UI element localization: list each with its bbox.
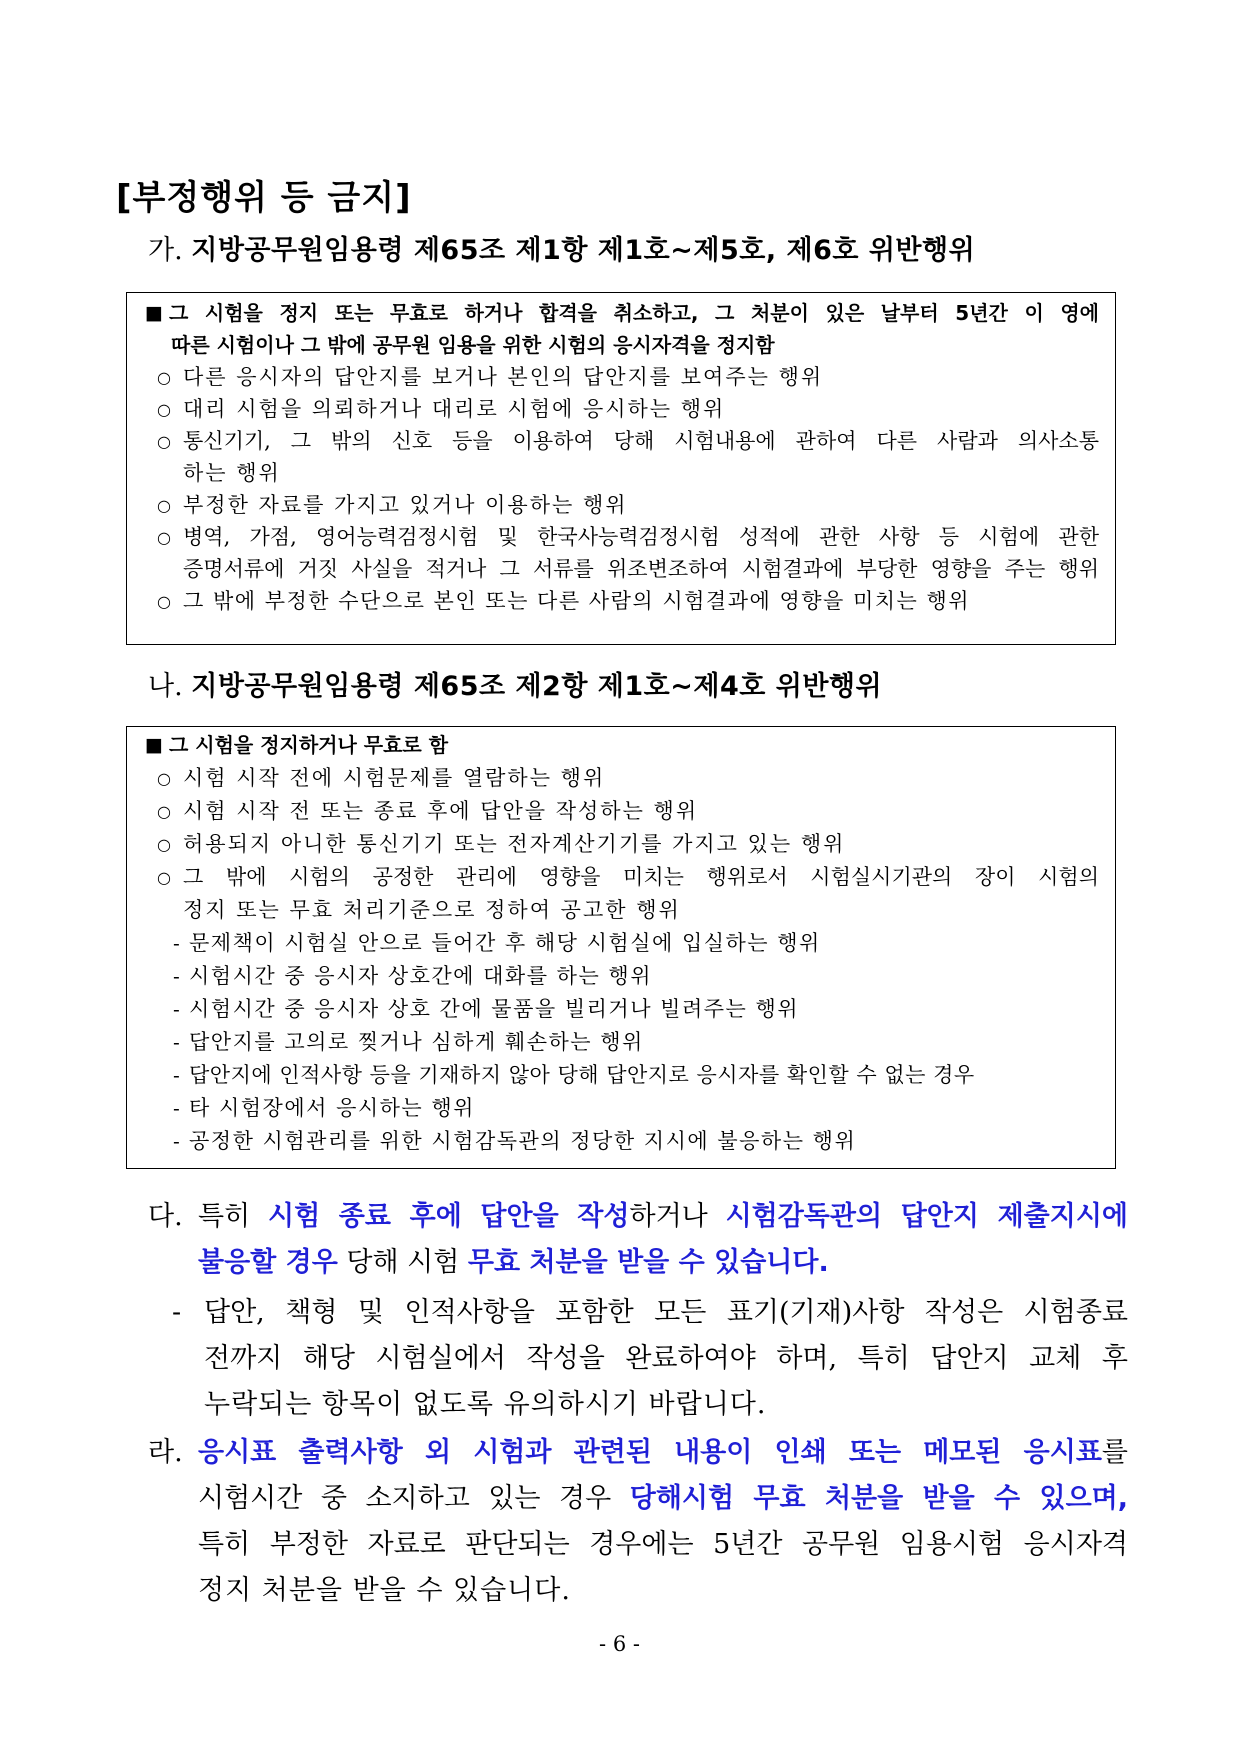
- circle-bullet-icon: ○: [157, 528, 171, 547]
- section-c-note-line: 누락되는 항목이 없도록 유의하시기 바랍니다.: [204, 1389, 767, 1420]
- list-item-text: 시험 시작 전에 시험문제를 열람하는 행위: [183, 766, 606, 790]
- section-b-heading: [148, 664, 882, 703]
- section-d-line: 특히 부정한 자료로 판단되는 경우에는 5년간 공무원 임용시험 응시자격: [198, 1529, 1128, 1560]
- section-b-label: 나.: [148, 671, 183, 702]
- box-heading-text: 그 시험을 정지 또는 무효로 하거나 합격을 취소하고, 그 처분이 있은 날부터 5년간 이 영에: [169, 301, 1099, 325]
- list-item: [127, 521, 1115, 554]
- black-square-icon: ■: [145, 302, 163, 324]
- sub-list-item-text: 답안지에 인적사항 등을 기재하지 않아 당해 답안지로 응시자를 확인할 수 없는 경우: [189, 1063, 975, 1087]
- sub-list-item: [127, 960, 1115, 993]
- circle-bullet-icon: ○: [157, 432, 171, 451]
- section-a-label: 가.: [148, 235, 183, 266]
- list-item-continuation: [127, 894, 1115, 927]
- list-item: [127, 425, 1115, 458]
- box-heading-line: [127, 729, 1115, 762]
- sub-list-item: [127, 1125, 1115, 1158]
- list-item-text: 대리 시험을 의뢰하거나 대리로 시험에 응시하는 행위: [183, 397, 726, 421]
- section-b-heading-text: 지방공무원임용령 제65조 제2항 제1호~제4호 위반행위: [191, 671, 883, 702]
- sub-list-item: [127, 927, 1115, 960]
- sub-list-item-text: 타 시험장에서 응시하는 행위: [189, 1096, 475, 1120]
- list-item-text: 시험 시작 전 또는 종료 후에 답안을 작성하는 행위: [183, 799, 699, 823]
- list-item-text: 그 밖에 시험의 공정한 관리에 영향을 미치는 행위로서 시험실시기관의 장이 시험의: [183, 865, 1099, 889]
- dash-bullet: -: [173, 1096, 180, 1120]
- section-c-note-line: 전까지 해당 시험실에서 작성을 완료하여야 하며, 특히 답안지 교체 후: [204, 1343, 1128, 1374]
- black-square-icon: ■: [145, 734, 163, 756]
- section-c-text: 하거나: [629, 1201, 726, 1232]
- dash-bullet: -: [173, 964, 180, 988]
- sub-list-item-text: 답안지를 고의로 찢거나 심하게 훼손하는 행위: [189, 1030, 644, 1054]
- sub-list-item: [127, 1092, 1115, 1125]
- list-item-text: 증명서류에 거짓 사실을 적거나 그 서류를 위조변조하여 시험결과에 부당한 영향을 주는 행위: [183, 557, 1099, 581]
- section-a-box: [126, 292, 1116, 645]
- list-item: [127, 795, 1115, 828]
- dash-bullet: -: [173, 1030, 180, 1054]
- list-item: [127, 828, 1115, 861]
- page-number: - 6 -: [599, 1632, 640, 1656]
- sub-list-item: [127, 1026, 1115, 1059]
- box-heading-text: 따른 시험이나 그 밖에 공무원 임용을 위한 시험의 응시자격을 정지함: [171, 333, 775, 357]
- list-item-text: 병역, 가점, 영어능력검정시험 및 한국사능력검정시험 성적에 관한 사항 등 시험에 관한: [183, 525, 1099, 549]
- section-c-label: 다.: [148, 1201, 183, 1232]
- section-c-text: 특히: [198, 1201, 268, 1232]
- list-item: [127, 861, 1115, 894]
- list-item-text: 하는 행위: [183, 461, 281, 485]
- sub-list-item: [127, 993, 1115, 1026]
- sub-list-item-text: 공정한 시험관리를 위한 시험감독관의 정당한 지시에 불응하는 행위: [189, 1129, 857, 1153]
- circle-bullet-icon: ○: [157, 400, 171, 419]
- list-item-text: 허용되지 아니한 통신기기 또는 전자계산기기를 가지고 있는 행위: [183, 832, 846, 856]
- section-c-note-line: 답안, 책형 및 인적사항을 포함한 모든 표기(기재)사항 작성은 시험종료: [204, 1297, 1128, 1328]
- list-item-text: 부정한 자료를 가지고 있거나 이용하는 행위: [183, 493, 628, 517]
- list-item: [127, 393, 1115, 426]
- section-a-heading: [148, 228, 975, 267]
- list-item: [127, 361, 1115, 394]
- list-item-continuation: [127, 457, 1115, 490]
- section-b-box: [126, 726, 1116, 1169]
- list-item-text: 그 밖에 부정한 수단으로 본인 또는 다른 사람의 시험결과에 영향을 미치는 행위: [183, 589, 971, 613]
- circle-bullet-icon: ○: [157, 835, 171, 854]
- section-c-emphasis: 무효 처분을 받을 수 있습니다.: [467, 1247, 829, 1278]
- section-d-text: 시험시간 중 소지하고 있는 경우: [198, 1483, 630, 1514]
- circle-bullet-icon: ○: [157, 496, 171, 515]
- box-heading-text: 그 시험을 정지하거나 무효로 함: [169, 733, 449, 757]
- dash-bullet: -: [173, 1129, 180, 1153]
- list-item-continuation: [127, 553, 1115, 586]
- section-d-label: 라.: [148, 1437, 183, 1468]
- section-d-line: [198, 1476, 1128, 1522]
- box-heading-line: [127, 329, 1115, 362]
- section-c-text: 당해 시험: [337, 1247, 468, 1278]
- section-d-emphasis: 응시표 출력사항 외 시험과 관련된 내용이 인쇄 또는 메모된 응시표: [198, 1437, 1102, 1468]
- section-a-heading-text: 지방공무원임용령 제65조 제1항 제1호~제5호, 제6호 위반행위: [191, 235, 976, 266]
- section-d-line: 정지 처분을 받을 수 있습니다.: [198, 1575, 571, 1606]
- list-item-text: 정지 또는 무효 처리기준으로 정하여 공고한 행위: [183, 898, 681, 922]
- section-c-line: [198, 1240, 829, 1286]
- section-d-emphasis: 당해시험 무효 처분을 받을 수 있으며,: [629, 1483, 1128, 1514]
- circle-bullet-icon: ○: [157, 769, 171, 788]
- section-c-emphasis: 불응할 경우: [198, 1247, 338, 1278]
- sub-list-item-text: 시험시간 중 응시자 상호간에 대화를 하는 행위: [189, 964, 652, 988]
- list-item: [127, 762, 1115, 795]
- section-d-line: [198, 1430, 1128, 1476]
- box-heading-line: [127, 297, 1115, 330]
- section-d-text: 를: [1101, 1437, 1128, 1468]
- circle-bullet-icon: ○: [157, 592, 171, 611]
- list-item-text: 통신기기, 그 밖의 신호 등을 이용하여 당해 시험내용에 관하여 다른 사람과 의사소통: [183, 429, 1099, 453]
- sub-list-item-text: 시험시간 중 응시자 상호 간에 물품을 빌리거나 빌려주는 행위: [189, 997, 800, 1021]
- list-item-text: 다른 응시자의 답안지를 보거나 본인의 답안지를 보여주는 행위: [183, 365, 824, 389]
- section-c-line: [198, 1194, 1128, 1240]
- section-c-dash: -: [172, 1297, 182, 1328]
- sub-list-item: [127, 1059, 1115, 1092]
- dash-bullet: -: [173, 997, 180, 1021]
- dash-bullet: -: [173, 931, 180, 955]
- list-item: [127, 489, 1115, 522]
- section-c-emphasis: 시험감독관의 답안지 제출지시에: [725, 1201, 1128, 1232]
- circle-bullet-icon: ○: [157, 802, 171, 821]
- section-c-emphasis: 시험 종료 후에 답안을 작성: [268, 1201, 630, 1232]
- page-title: [부정행위 등 금지]: [116, 178, 412, 218]
- list-item: [127, 585, 1115, 618]
- circle-bullet-icon: ○: [157, 868, 171, 887]
- dash-bullet: -: [173, 1063, 180, 1087]
- circle-bullet-icon: ○: [157, 368, 171, 387]
- sub-list-item-text: 문제책이 시험실 안으로 들어간 후 해당 시험실에 입실하는 행위: [189, 931, 821, 955]
